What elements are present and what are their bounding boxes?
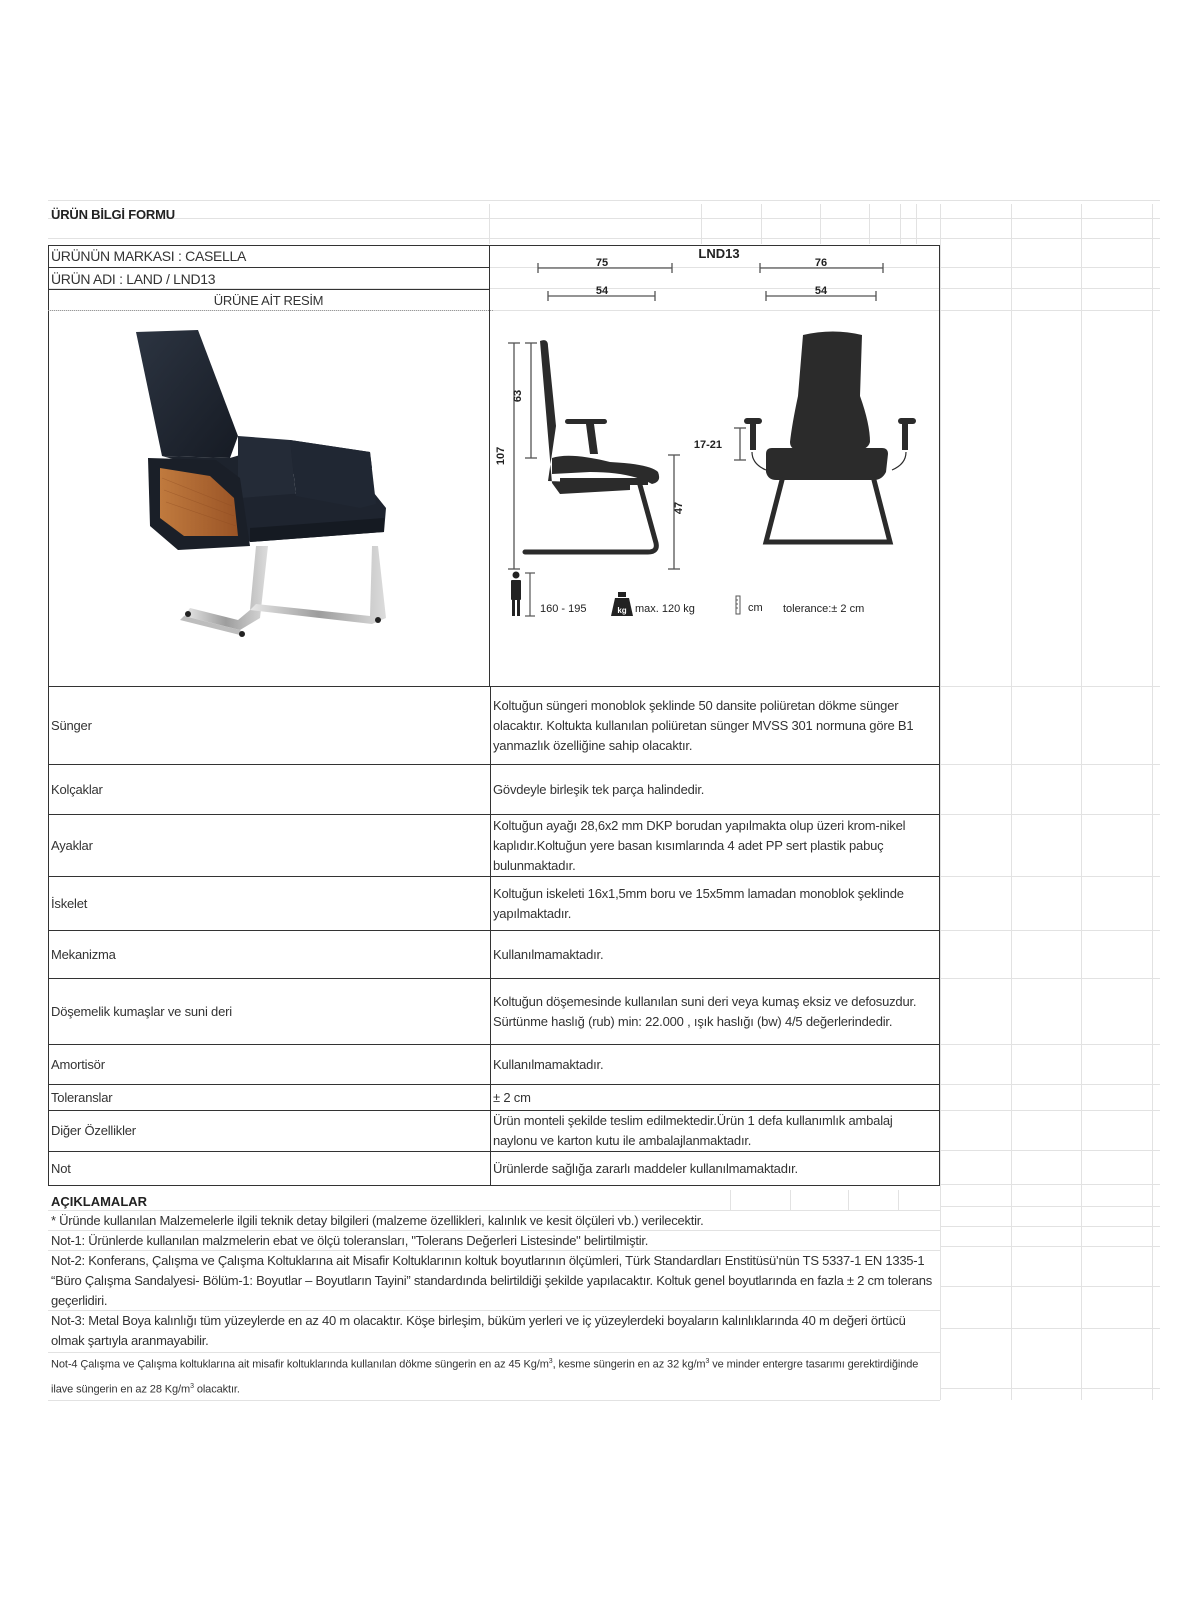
spec-label: Toleranslar [49,1085,491,1111]
person-icon [511,572,521,617]
product-photo [120,318,420,658]
max-load: max. 120 kg [635,603,695,615]
seat-height: 47 [673,501,685,515]
spec-value: Kullanılmamaktadır. [491,1045,940,1085]
spec-value: Koltuğun süngeri monoblok şeklinde 50 dansite poliüretan dökme sünger olacaktır. Koltukta kullanılan poliüretan sünger MVSS 301 normuna göre B1 yanmazlık özelliğine sahip olacaktır. [491,687,940,765]
svg-text:kg: kg [617,606,627,615]
table-row [49,765,940,815]
table-row [49,1152,940,1186]
spec-label: Ayaklar [49,815,491,877]
table-row [49,1045,940,1085]
spec-label: Kolçaklar [49,765,491,815]
spec-value: Gövdeyle birleşik tek parça halindedir. [491,765,940,815]
chrome-base [184,546,268,630]
note-star: * Üründe kullanılan Malzemelerle ilgili teknik detay bilgileri (malzeme özellikleri, kalınlık ve kesit ölçüleri vb.) verilecektir. [51,1213,704,1228]
table-row [49,1111,940,1152]
user-height-range: 160 - 195 [540,603,587,615]
note-1: Not-1: Ürünlerde kullanılan malzmelerin ebat ve ölçü toleransları, "Tolerans Değerleri Listesinde" belirtilmiştir. [51,1233,649,1248]
back-height: 63 [512,389,524,403]
ruler-icon [736,596,740,614]
note-3: Not-3: Metal Boya kalınlığı tüm yüzeylerde en az 40 m olacaktır. Köşe birleşim, büküm yerleri ve iç yüzeylerdeki boyaların kalınlıklarında 40 m değeri örtücü olmak şartıyla aranmayabilir. [51,1313,906,1348]
dimension-line [538,263,883,301]
notes-heading: AÇIKLAMALAR [51,1194,148,1209]
spec-label: Amortisör [49,1045,491,1085]
note-4: Not-4 Çalışma ve Çalışma koltuklarına ait misafir koltuklarında kullanılan dökme süngerin en az 45 $Kg/m^3$, kesme süngerin en az 32 $kg/m^3$ ve minder entergre tasarımı gerektirdiğinde ilave süngerin en az 28 $Kg/m^3$ olacaktır. [51,1358,919,1396]
table-row [49,979,940,1045]
image-section-header: ÜRÜNE AİT RESİM [213,293,324,308]
side-width-top: 75 [595,257,609,269]
front-view-chair [744,332,916,481]
side-view-chair [540,340,659,494]
spec-value: Ürün monteli şekilde teslim edilmektedir.Ürün 1 defa kullanımlık ambalaj naylonu ve karton kutu ile ambalajlanmaktadır. [491,1111,940,1152]
header-row-line [48,267,489,268]
tolerance-label: tolerance:± 2 cm [783,603,865,615]
table-row [49,931,940,979]
armrest-height: 17-21 [693,439,722,451]
side-width-seat: 54 [595,285,609,297]
spec-value: Kullanılmamaktadır. [491,931,940,979]
spec-label: Sünger [49,687,491,765]
spec-value: Ürünlerde sağlığa zararlı maddeler kullanılmamaktadır. [491,1152,940,1186]
right-gridlines [940,686,1160,1400]
notes-section [48,1192,940,1400]
form-title: ÜRÜN BİLGİ FORMU [51,207,175,222]
spec-value: Koltuğun ayağı 28,6x2 mm DKP borudan yapılmakta olup üzeri krom-nikel kaplıdır.Koltuğun yere basan kısımlarında 4 adet PP sert plastik pabuç bulunmaktadır. [491,815,940,877]
header-row-line [48,289,489,290]
product-brand: ÜRÜNÜN MARKASI : CASELLA [51,248,247,264]
spec-value: Koltuğun döşemesinde kullanılan suni deri veya kumaş eksiz ve defosuzdur. Sürtünme haslığ (rub) min: 22.000 , ışık haslığı (bw) 4/5 değerlerindedir. [491,979,940,1045]
front-width-seat: 54 [814,285,828,297]
model-label: LND13 [698,246,740,261]
product-name: ÜRÜN ADI : LAND / LND13 [51,271,216,287]
dimension-diagram [490,246,939,686]
spec-label: Diğer Özellikler [49,1111,491,1152]
dimension-line [525,573,535,616]
total-height: 107 [495,446,507,466]
header-row-line [48,310,493,311]
table-row [49,877,940,931]
spec-label: Mekanizma [49,931,491,979]
weight-icon [611,592,633,616]
note-2: Not-2: Konferans, Çalışma ve Çalışma Koltuklarına ait Misafir Koltuklarının koltuk boyutlarının ölçümleri, Türk Standardları Enstitüsü’nün TS 5337-1 EN 1335-1 “Büro Çalışma Sandalyesi- Bölüm-1: Boyutlar – Boyutların Tayini” standardında belirtildiği şekilde yapılacaktır. Koltuk genel boyutlarında en fazla ± 2 cm tolerans geçerlidiri. [51,1253,932,1308]
front-width-top: 76 [814,257,828,269]
spec-label: İskelet [49,877,491,931]
spec-value: ± 2 cm [491,1085,940,1111]
table-row [49,687,940,765]
spec-table [48,686,940,1186]
table-row [49,1085,940,1111]
table-row [49,815,940,877]
chair-backrest [136,330,238,458]
chrome-base [250,546,386,624]
spec-label: Döşemelik kumaşlar ve suni deri [49,979,491,1045]
spec-label: Not [49,1152,491,1186]
unit-label: cm [748,602,763,614]
spec-value: Koltuğun iskeleti 16x1,5mm boru ve 15x5mm lamadan monoblok şeklinde yapılmaktadır. [491,877,940,931]
